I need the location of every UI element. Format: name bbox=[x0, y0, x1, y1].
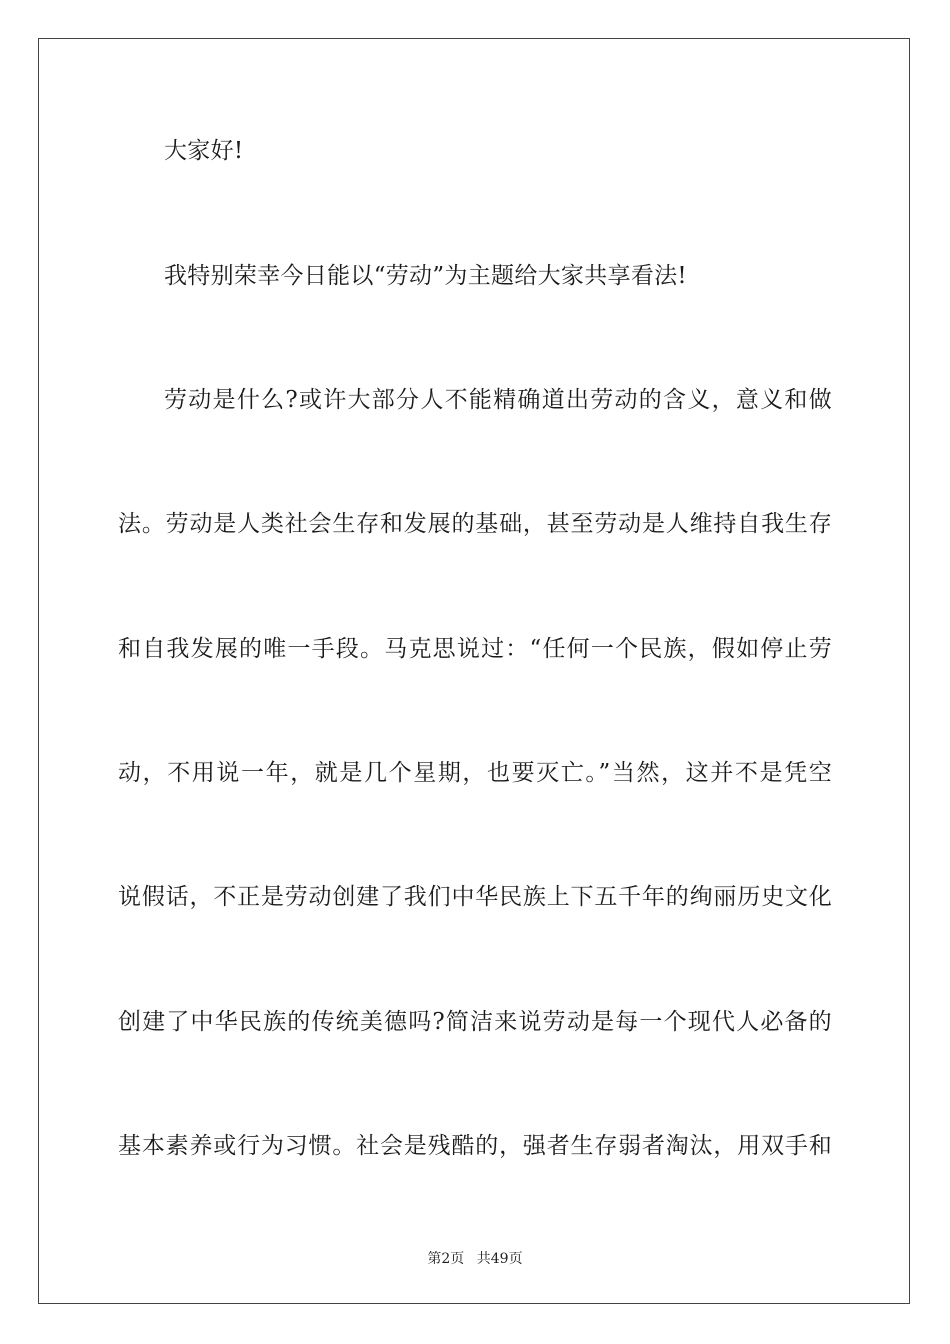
page-border bbox=[38, 38, 910, 1304]
paragraph-line: 法。劳动是人类社会生存和发展的基础，甚至劳动是人维持自我生存 bbox=[118, 511, 832, 537]
page-total: 共49页 bbox=[476, 1251, 523, 1267]
paragraph-line: 说假话，不正是劳动创建了我们中华民族上下五千年的绚丽历史文化 bbox=[118, 884, 832, 910]
paragraph-line: 基本素养或行为习惯。社会是残酷的，强者生存弱者淘汰，用双手和 bbox=[118, 1133, 832, 1159]
paragraph-line: 动，不用说一年，就是几个星期，也要灭亡。”当然，这并不是凭空 bbox=[118, 760, 832, 786]
page-footer bbox=[0, 1248, 950, 1268]
paragraph-line: 劳动是什么?或许大部分人不能精确道出劳动的含义，意义和做 bbox=[164, 387, 832, 413]
greeting-line: 大家好! bbox=[164, 138, 244, 164]
page-number: 第2页 bbox=[427, 1251, 465, 1267]
paragraph-line: 和自我发展的唯一手段。马克思说过：“任何一个民族，假如停止劳 bbox=[118, 636, 832, 662]
paragraph-line: 我特别荣幸今日能以“劳动”为主题给大家共享看法! bbox=[164, 263, 687, 289]
paragraph-line: 创建了中华民族的传统美德吗?简洁来说劳动是每一个现代人必备的 bbox=[118, 1009, 832, 1035]
